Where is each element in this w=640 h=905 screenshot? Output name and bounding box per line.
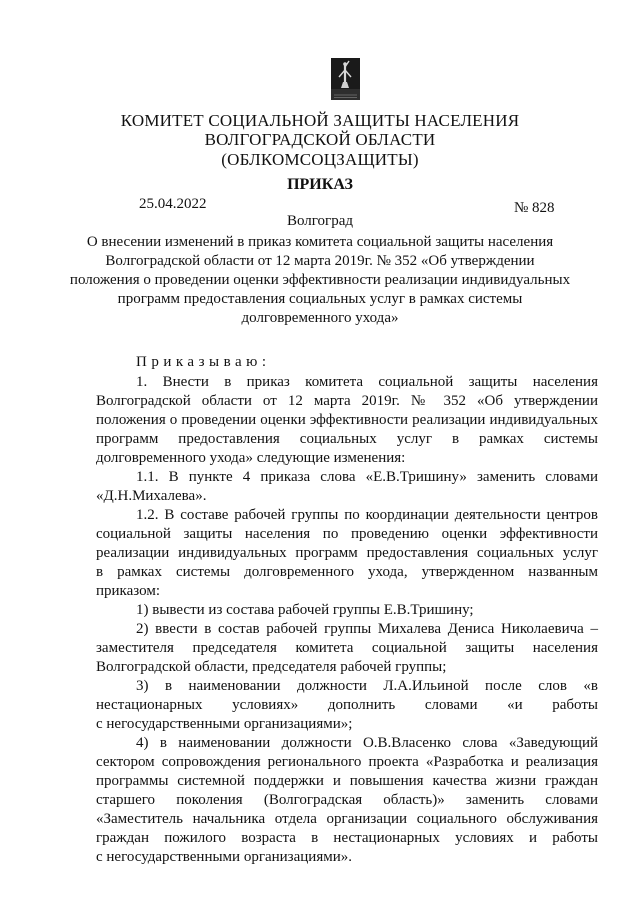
body-line: в рамках системы долговременного ухода, утвержденном названным — [96, 564, 598, 580]
subject-line: долговременного ухода» — [241, 310, 399, 326]
body-line: с негосударственными организациями». — [96, 849, 352, 865]
body-line: с негосударственными организациями»; — [96, 716, 353, 732]
subject-line: программ предоставления социальных услуг в рамках системы — [117, 291, 523, 307]
body-line: социальной защиты населения по проведению оценки эффективности — [96, 526, 598, 542]
subject-line: Волгоградской области от 12 марта 2019г. № 352 «Об утверждении — [105, 253, 535, 269]
volgograd-coat-of-arms-icon — [331, 58, 360, 100]
body-line: 1) вывести из состава рабочей группы Е.В.Тришину; — [136, 602, 474, 618]
body-line: программ предоставления социальных услуг в рамках системы — [96, 431, 598, 447]
order-directive: Приказываю: — [136, 354, 271, 370]
subject-line: положения о проведении оценки эффективности реализации индивидуальных — [69, 272, 571, 288]
body-line: 1.1. В пункте 4 приказа слова «Е.В.Тришину» заменить словами — [136, 469, 598, 485]
subject-line: О внесении изменений в приказ комитета социальной защиты населения — [86, 234, 554, 250]
body-line: Волгоградской области, председателя рабочей группы; — [96, 659, 447, 675]
body-line: заместителя председателя комитета социальной защиты населения — [96, 640, 598, 656]
document-title: ПРИКАЗ — [287, 176, 353, 193]
body-line: 2) ввести в состав рабочей группы Михалева Дениса Николаевича – — [136, 621, 598, 637]
body-line: сектором сопровождения регионального проекта «Разработка и реализация — [96, 754, 598, 770]
body-line: долговременного ухода» следующие изменения: — [96, 450, 406, 466]
body-line: старшего поколения (Волгоградская область)» заменить словами — [96, 792, 598, 808]
body-line: «Заместитель начальника отдела организации социального обслуживания — [96, 811, 598, 827]
org-short-name: (ОБЛКОМСОЦЗАЩИТЫ) — [221, 150, 419, 169]
body-line: 4) в наименовании должности О.В.Власенко слова «Заведующий — [136, 735, 598, 751]
order-date: 25.04.2022 — [139, 196, 207, 212]
body-line: Волгоградской области от 12 марта 2019г. № 352 «Об утверждении — [96, 393, 598, 409]
body-line: «Д.Н.Михалева». — [96, 488, 207, 504]
body-line: приказом: — [96, 583, 160, 599]
body-line: 1. Внести в приказ комитета социальной защиты населения — [136, 374, 598, 390]
body-line: 3) в наименовании должности Л.А.Ильиной после слов «в — [136, 678, 598, 694]
body-line: положения о проведении оценки эффективности реализации индивидуальных — [96, 412, 598, 428]
body-line: граждан пожилого возраста в нестационарных условиях и работы — [96, 830, 598, 846]
body-line: 1.2. В составе рабочей группы по координации деятельности центров — [136, 507, 598, 523]
body-line: нестационарных условиях» дополнить словами «и работы — [96, 697, 598, 713]
org-name-line-2: ВОЛГОГРАДСКОЙ ОБЛАСТИ — [204, 130, 436, 149]
org-name-line-1: КОМИТЕТ СОЦИАЛЬНОЙ ЗАЩИТЫ НАСЕЛЕНИЯ — [120, 111, 520, 130]
body-line: реализации индивидуальных программ предоставления социальных услуг — [96, 545, 598, 561]
order-number: № 828 — [514, 200, 555, 216]
order-city: Волгоград — [286, 213, 353, 229]
body-line: программы системной поддержки и повышения качества жизни граждан — [96, 773, 598, 789]
